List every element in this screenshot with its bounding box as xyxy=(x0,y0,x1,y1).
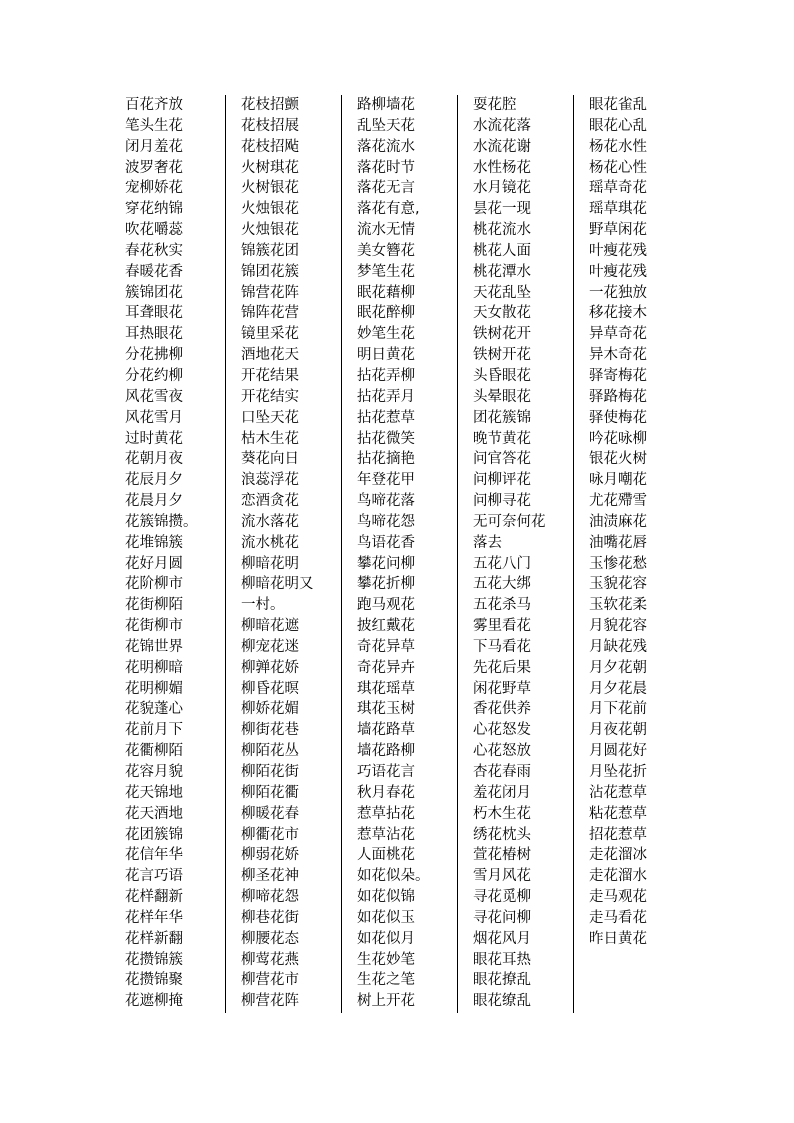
idiom-entry: 锦阵花营 xyxy=(241,305,299,322)
idiom-entry: 铁树花开 xyxy=(473,326,531,343)
idiom-entry: 人面桃花 xyxy=(357,847,415,864)
idiom-entry: 火树银花 xyxy=(241,180,299,197)
idiom-entry: 月夕花朝 xyxy=(589,659,647,676)
idiom-entry: 油嘴花唇 xyxy=(589,534,647,551)
idiom-entry: 水月镜花 xyxy=(473,180,531,197)
idiom-entry: 火烛银花 xyxy=(241,201,299,218)
idiom-entry: 眼花心乱 xyxy=(589,117,647,134)
idiom-entry: 花容月貌 xyxy=(125,764,183,780)
idiom-column-5 xyxy=(574,95,690,1013)
idiom-entry: 驿使梅花 xyxy=(589,409,647,426)
idiom-entry: 寻花觅柳 xyxy=(473,889,531,906)
idiom-entry: 花辰月夕 xyxy=(125,472,183,489)
idiom-entry: 走马看花 xyxy=(589,909,647,926)
idiom-entry: 眼花雀乱 xyxy=(589,97,647,113)
idiom-entry: 移花接木 xyxy=(589,305,647,322)
idiom-entry: 柳陌花衢 xyxy=(241,784,299,801)
idiom-entry: 天女散花 xyxy=(473,305,531,322)
idiom-entry: 心花怒发 xyxy=(473,722,531,739)
idiom-entry: 明日黄花 xyxy=(357,347,415,364)
idiom-column-2 xyxy=(226,95,342,1013)
idiom-entry: 花簇锦攒。 xyxy=(125,513,198,530)
idiom-entry: 银花火树 xyxy=(589,451,647,468)
idiom-entry: 柳莺花燕 xyxy=(241,951,299,968)
idiom-entry: 花枝招颤 xyxy=(241,97,299,113)
idiom-entry: 火烛银花 xyxy=(241,222,299,239)
idiom-entry: 年登花甲 xyxy=(357,472,415,489)
idiom-entry: 花衢柳陌 xyxy=(125,743,183,760)
idiom-entry: 分花约柳 xyxy=(125,367,183,384)
idiom-entry: 酒地花天 xyxy=(241,347,299,364)
idiom-entry: 眠花醉柳 xyxy=(357,305,415,322)
idiom-entry: 野草闲花 xyxy=(589,222,647,239)
idiom-entry: 花枝招展 xyxy=(241,117,299,134)
idiom-column-3 xyxy=(342,95,458,1013)
idiom-entry: 月缺花残 xyxy=(589,638,647,655)
idiom-entry: 流水落花 xyxy=(241,513,299,530)
idiom-entry: 花遮柳掩 xyxy=(125,993,183,1010)
idiom-entry: 开花结实 xyxy=(241,388,299,405)
idiom-column-4 xyxy=(458,95,574,1013)
idiom-entry: 鸟语花香 xyxy=(357,534,415,551)
idiom-entry: 树上开花 xyxy=(357,993,415,1010)
idiom-entry: 眠花藉柳 xyxy=(357,284,415,301)
idiom-entry: 美女簪花 xyxy=(357,242,415,259)
idiom-entry: 柳腰花态 xyxy=(241,930,299,947)
idiom-entry: 柳营花市 xyxy=(241,972,299,989)
idiom-entry: 开花结果 xyxy=(241,367,299,384)
idiom-entry: 异木奇花 xyxy=(589,347,647,364)
idiom-entry: 梦笔生花 xyxy=(357,263,415,280)
idiom-entry: 驿寄梅花 xyxy=(589,367,647,384)
idiom-entry: 笔头生花 xyxy=(125,117,183,134)
idiom-entry: 玉惨花愁 xyxy=(589,555,647,572)
idiom-entry: 瑶草奇花 xyxy=(589,180,647,197)
idiom-entry: 落花有意, xyxy=(357,201,420,218)
idiom-entry: 月坠花折 xyxy=(589,764,647,780)
idiom-entry: 拈花惹草 xyxy=(357,409,415,426)
idiom-entry: 月貌花容 xyxy=(589,618,647,635)
idiom-entry: 花街柳陌 xyxy=(125,597,183,614)
idiom-entry: 萱花椿树 xyxy=(473,847,531,864)
idiom-entry: 跑马观花 xyxy=(357,597,415,614)
idiom-entry: 叶瘦花残 xyxy=(589,263,647,280)
idiom-entry: 花攒锦簇 xyxy=(125,951,183,968)
idiom-entry: 花好月圆 xyxy=(125,555,183,572)
idiom-entry: 波罗奢花 xyxy=(125,159,183,176)
idiom-entry: 花样新翻 xyxy=(125,930,183,947)
idiom-entry: 鸟啼花怨 xyxy=(357,513,415,530)
idiom-entry: 妙笔生花 xyxy=(357,326,415,343)
idiom-entry: 花团簇锦 xyxy=(125,826,183,843)
idiom-entry: 枯木生花 xyxy=(241,430,299,447)
idiom-entry: 吟花咏柳 xyxy=(589,430,647,447)
idiom-entry: 落去 xyxy=(473,534,502,551)
idiom-entry: 问官答花 xyxy=(473,451,531,468)
idiom-entry: 花明柳媚 xyxy=(125,680,183,697)
idiom-entry: 柳圣花神 xyxy=(241,868,299,885)
idiom-entry: 惹草沾花 xyxy=(357,826,415,843)
idiom-entry: 柳巷花街 xyxy=(241,909,299,926)
idiom-entry: 葵花向日 xyxy=(241,451,299,468)
idiom-entry: 先花后果 xyxy=(473,659,531,676)
idiom-entry: 攀花问柳 xyxy=(357,555,415,572)
idiom-entry: 闲花野草 xyxy=(473,680,531,697)
idiom-entry: 花攒锦聚 xyxy=(125,972,183,989)
idiom-entry: 柳营花阵 xyxy=(241,993,299,1010)
idiom-entry: 锦团花簇 xyxy=(241,263,299,280)
idiom-entry: 走花溜冰 xyxy=(589,847,647,864)
idiom-entry: 花样年华 xyxy=(125,909,183,926)
idiom-entry: 问柳寻花 xyxy=(473,493,531,510)
idiom-entry: 柳昏花暝 xyxy=(241,680,299,697)
idiom-entry: 柳亸花娇 xyxy=(241,659,299,676)
idiom-entry: 杏花春雨 xyxy=(473,764,531,780)
idiom-entry: 拈花微笑 xyxy=(357,430,415,447)
idiom-entry: 叶瘦花残 xyxy=(589,242,647,259)
idiom-entry: 口坠天花 xyxy=(241,409,299,426)
idiom-entry: 柳弱花娇 xyxy=(241,847,299,864)
idiom-entry: 宠柳娇花 xyxy=(125,180,183,197)
idiom-entry: 秋月春花 xyxy=(357,784,415,801)
idiom-entry: 过时黄花 xyxy=(125,430,183,447)
idiom-entry: 花天锦地 xyxy=(125,784,183,801)
idiom-entry: 头昏眼花 xyxy=(473,367,531,384)
idiom-entry: 墙花路柳 xyxy=(357,743,415,760)
idiom-entry: 桃花人面 xyxy=(473,242,531,259)
idiom-entry: 沾花惹草 xyxy=(589,784,647,801)
idiom-entry: 如花似锦 xyxy=(357,889,415,906)
idiom-entry: 墙花路草 xyxy=(357,722,415,739)
idiom-entry: 走花溜水 xyxy=(589,868,647,885)
idiom-entry: 月圆花好 xyxy=(589,743,647,760)
idiom-entry: 杨花心性 xyxy=(589,159,647,176)
idiom-entry: 眼花耳热 xyxy=(473,951,531,968)
idiom-entry: 簇锦团花 xyxy=(125,284,183,301)
idiom-entry: 如花似朵。 xyxy=(357,868,430,885)
idiom-entry: 玉貌花容 xyxy=(589,576,647,593)
idiom-entry: 天花乱坠 xyxy=(473,284,531,301)
idiom-entry: 吹花嚼蕊 xyxy=(125,222,183,239)
idiom-entry: 一村。 xyxy=(241,597,285,614)
idiom-entry: 雾里看花 xyxy=(473,618,531,635)
idiom-entry: 花明柳暗 xyxy=(125,659,183,676)
idiom-entry: 闭月羞花 xyxy=(125,138,183,155)
idiom-entry: 无可奈何花 xyxy=(473,513,546,530)
idiom-entry: 花锦世界 xyxy=(125,638,183,655)
idiom-entry: 绣花枕头 xyxy=(473,826,531,843)
idiom-entry: 奇花异卉 xyxy=(357,659,415,676)
idiom-entry: 路柳墙花 xyxy=(357,97,415,113)
idiom-entry: 水流花落 xyxy=(473,117,531,134)
idiom-entry: 眼花缭乱 xyxy=(473,993,531,1010)
idiom-entry: 瑶草琪花 xyxy=(589,201,647,218)
idiom-entry: 异草奇花 xyxy=(589,326,647,343)
idiom-entry: 花晨月夕 xyxy=(125,493,183,510)
idiom-entry: 惹草拈花 xyxy=(357,805,415,822)
idiom-entry: 流水无情 xyxy=(357,222,415,239)
idiom-entry: 分花拂柳 xyxy=(125,347,183,364)
idiom-entry: 头晕眼花 xyxy=(473,388,531,405)
idiom-entry: 如花似玉 xyxy=(357,909,415,926)
idiom-entry: 柳陌花丛 xyxy=(241,743,299,760)
idiom-entry: 生花之笔 xyxy=(357,972,415,989)
idiom-entry: 落花流水 xyxy=(357,138,415,155)
idiom-entry: 鸟啼花落 xyxy=(357,493,415,510)
idiom-entry: 耳聋眼花 xyxy=(125,305,183,322)
idiom-entry: 月夜花朝 xyxy=(589,722,647,739)
idiom-entry: 风花雪月 xyxy=(125,409,183,426)
idiom-entry: 杨花水性 xyxy=(589,138,647,155)
idiom-entry: 下马看花 xyxy=(473,638,531,655)
idiom-entry: 花堆锦簇 xyxy=(125,534,183,551)
idiom-entry: 香花供养 xyxy=(473,701,531,718)
idiom-entry: 柳暗花明又 xyxy=(241,576,314,593)
idiom-entry: 月下花前 xyxy=(589,701,647,718)
idiom-entry: 雪月风花 xyxy=(473,868,531,885)
idiom-entry: 披红戴花 xyxy=(357,618,415,635)
idiom-entry: 百花齐放 xyxy=(125,97,183,113)
idiom-entry: 昙花一现 xyxy=(473,201,531,218)
idiom-entry: 柳暗花遮 xyxy=(241,618,299,635)
idiom-entry: 柳街花巷 xyxy=(241,722,299,739)
idiom-entry: 花样翻新 xyxy=(125,889,183,906)
idiom-entry: 耳热眼花 xyxy=(125,326,183,343)
idiom-entry: 拈花弄柳 xyxy=(357,367,415,384)
idiom-entry: 招花惹草 xyxy=(589,826,647,843)
idiom-entry: 花貌蓬心 xyxy=(125,701,183,718)
idiom-entry: 落花时节 xyxy=(357,159,415,176)
idiom-entry: 柳娇花媚 xyxy=(241,701,299,718)
idiom-entry: 尤花殢雪 xyxy=(589,493,647,510)
idiom-entry: 巧语花言 xyxy=(357,764,415,780)
idiom-entry: 拈花摘艳 xyxy=(357,451,415,468)
idiom-entry: 锦营花阵 xyxy=(241,284,299,301)
idiom-entry: 五花大绑 xyxy=(473,576,531,593)
idiom-entry: 桃花流水 xyxy=(473,222,531,239)
idiom-entry: 羞花闭月 xyxy=(473,784,531,801)
idiom-entry: 铁树开花 xyxy=(473,347,531,364)
idiom-entry: 拈花弄月 xyxy=(357,388,415,405)
idiom-entry: 油渍麻花 xyxy=(589,513,647,530)
idiom-entry: 驿路梅花 xyxy=(589,388,647,405)
idiom-entry: 月夕花晨 xyxy=(589,680,647,697)
idiom-entry: 寻花问柳 xyxy=(473,909,531,926)
idiom-entry: 朽木生花 xyxy=(473,805,531,822)
idiom-entry: 走马观花 xyxy=(589,889,647,906)
idiom-entry: 一花独放 xyxy=(589,284,647,301)
idiom-entry: 花言巧语 xyxy=(125,868,183,885)
idiom-entry: 眼花撩乱 xyxy=(473,972,531,989)
idiom-entry: 柳宠花迷 xyxy=(241,638,299,655)
idiom-entry: 花信年华 xyxy=(125,847,183,864)
idiom-entry: 桃花潭水 xyxy=(473,263,531,280)
idiom-entry: 玉软花柔 xyxy=(589,597,647,614)
idiom-entry: 昨日黄花 xyxy=(589,930,647,947)
idiom-entry: 乱坠天花 xyxy=(357,117,415,134)
idiom-entry: 春花秋实 xyxy=(125,242,183,259)
idiom-entry: 琪花瑶草 xyxy=(357,680,415,697)
idiom-entry: 烟花风月 xyxy=(473,930,531,947)
idiom-entry: 浪蕊浮花 xyxy=(241,472,299,489)
idiom-entry: 锦簇花团 xyxy=(241,242,299,259)
idiom-entry: 琪花玉树 xyxy=(357,701,415,718)
idiom-entry: 耍花腔 xyxy=(473,97,517,113)
idiom-entry: 镜里采花 xyxy=(241,326,299,343)
idiom-entry: 火树琪花 xyxy=(241,159,299,176)
idiom-entry: 落花无言 xyxy=(357,180,415,197)
idiom-column-1 xyxy=(110,95,226,1013)
idiom-entry: 流水桃花 xyxy=(241,534,299,551)
idiom-entry: 心花怒放 xyxy=(473,743,531,760)
idiom-entry: 柳啼花怨 xyxy=(241,889,299,906)
idiom-entry: 恋酒贪花 xyxy=(241,493,299,510)
idiom-entry: 如花似月 xyxy=(357,930,415,947)
idiom-entry: 五花八门 xyxy=(473,555,531,572)
idiom-entry: 花天酒地 xyxy=(125,805,183,822)
idiom-entry: 生花妙笔 xyxy=(357,951,415,968)
idiom-entry: 春暖花香 xyxy=(125,263,183,280)
idiom-entry: 柳衢花市 xyxy=(241,826,299,843)
idiom-entry: 花阶柳市 xyxy=(125,576,183,593)
idiom-entry: 柳暗花明 xyxy=(241,555,299,572)
idiom-entry: 问柳评花 xyxy=(473,472,531,489)
idiom-entry: 柳陌花街 xyxy=(241,764,299,780)
idiom-entry: 水性杨花 xyxy=(473,159,531,176)
idiom-entry: 粘花惹草 xyxy=(589,805,647,822)
idiom-entry: 花前月下 xyxy=(125,722,183,739)
idiom-entry: 咏月嘲花 xyxy=(589,472,647,489)
idiom-entry: 攀花折柳 xyxy=(357,576,415,593)
idiom-entry: 五花杀马 xyxy=(473,597,531,614)
idiom-entry: 团花簇锦 xyxy=(473,409,531,426)
idiom-entry: 风花雪夜 xyxy=(125,388,183,405)
idiom-entry: 花枝招飐 xyxy=(241,138,299,155)
idiom-entry: 奇花异草 xyxy=(357,638,415,655)
idiom-entry: 晚节黄花 xyxy=(473,430,531,447)
idiom-entry: 柳暖花春 xyxy=(241,805,299,822)
idiom-entry: 水流花谢 xyxy=(473,138,531,155)
idiom-table xyxy=(110,95,690,1013)
idiom-entry: 穿花纳锦 xyxy=(125,201,183,218)
idiom-entry: 花街柳市 xyxy=(125,618,183,635)
idiom-entry: 花朝月夜 xyxy=(125,451,183,468)
